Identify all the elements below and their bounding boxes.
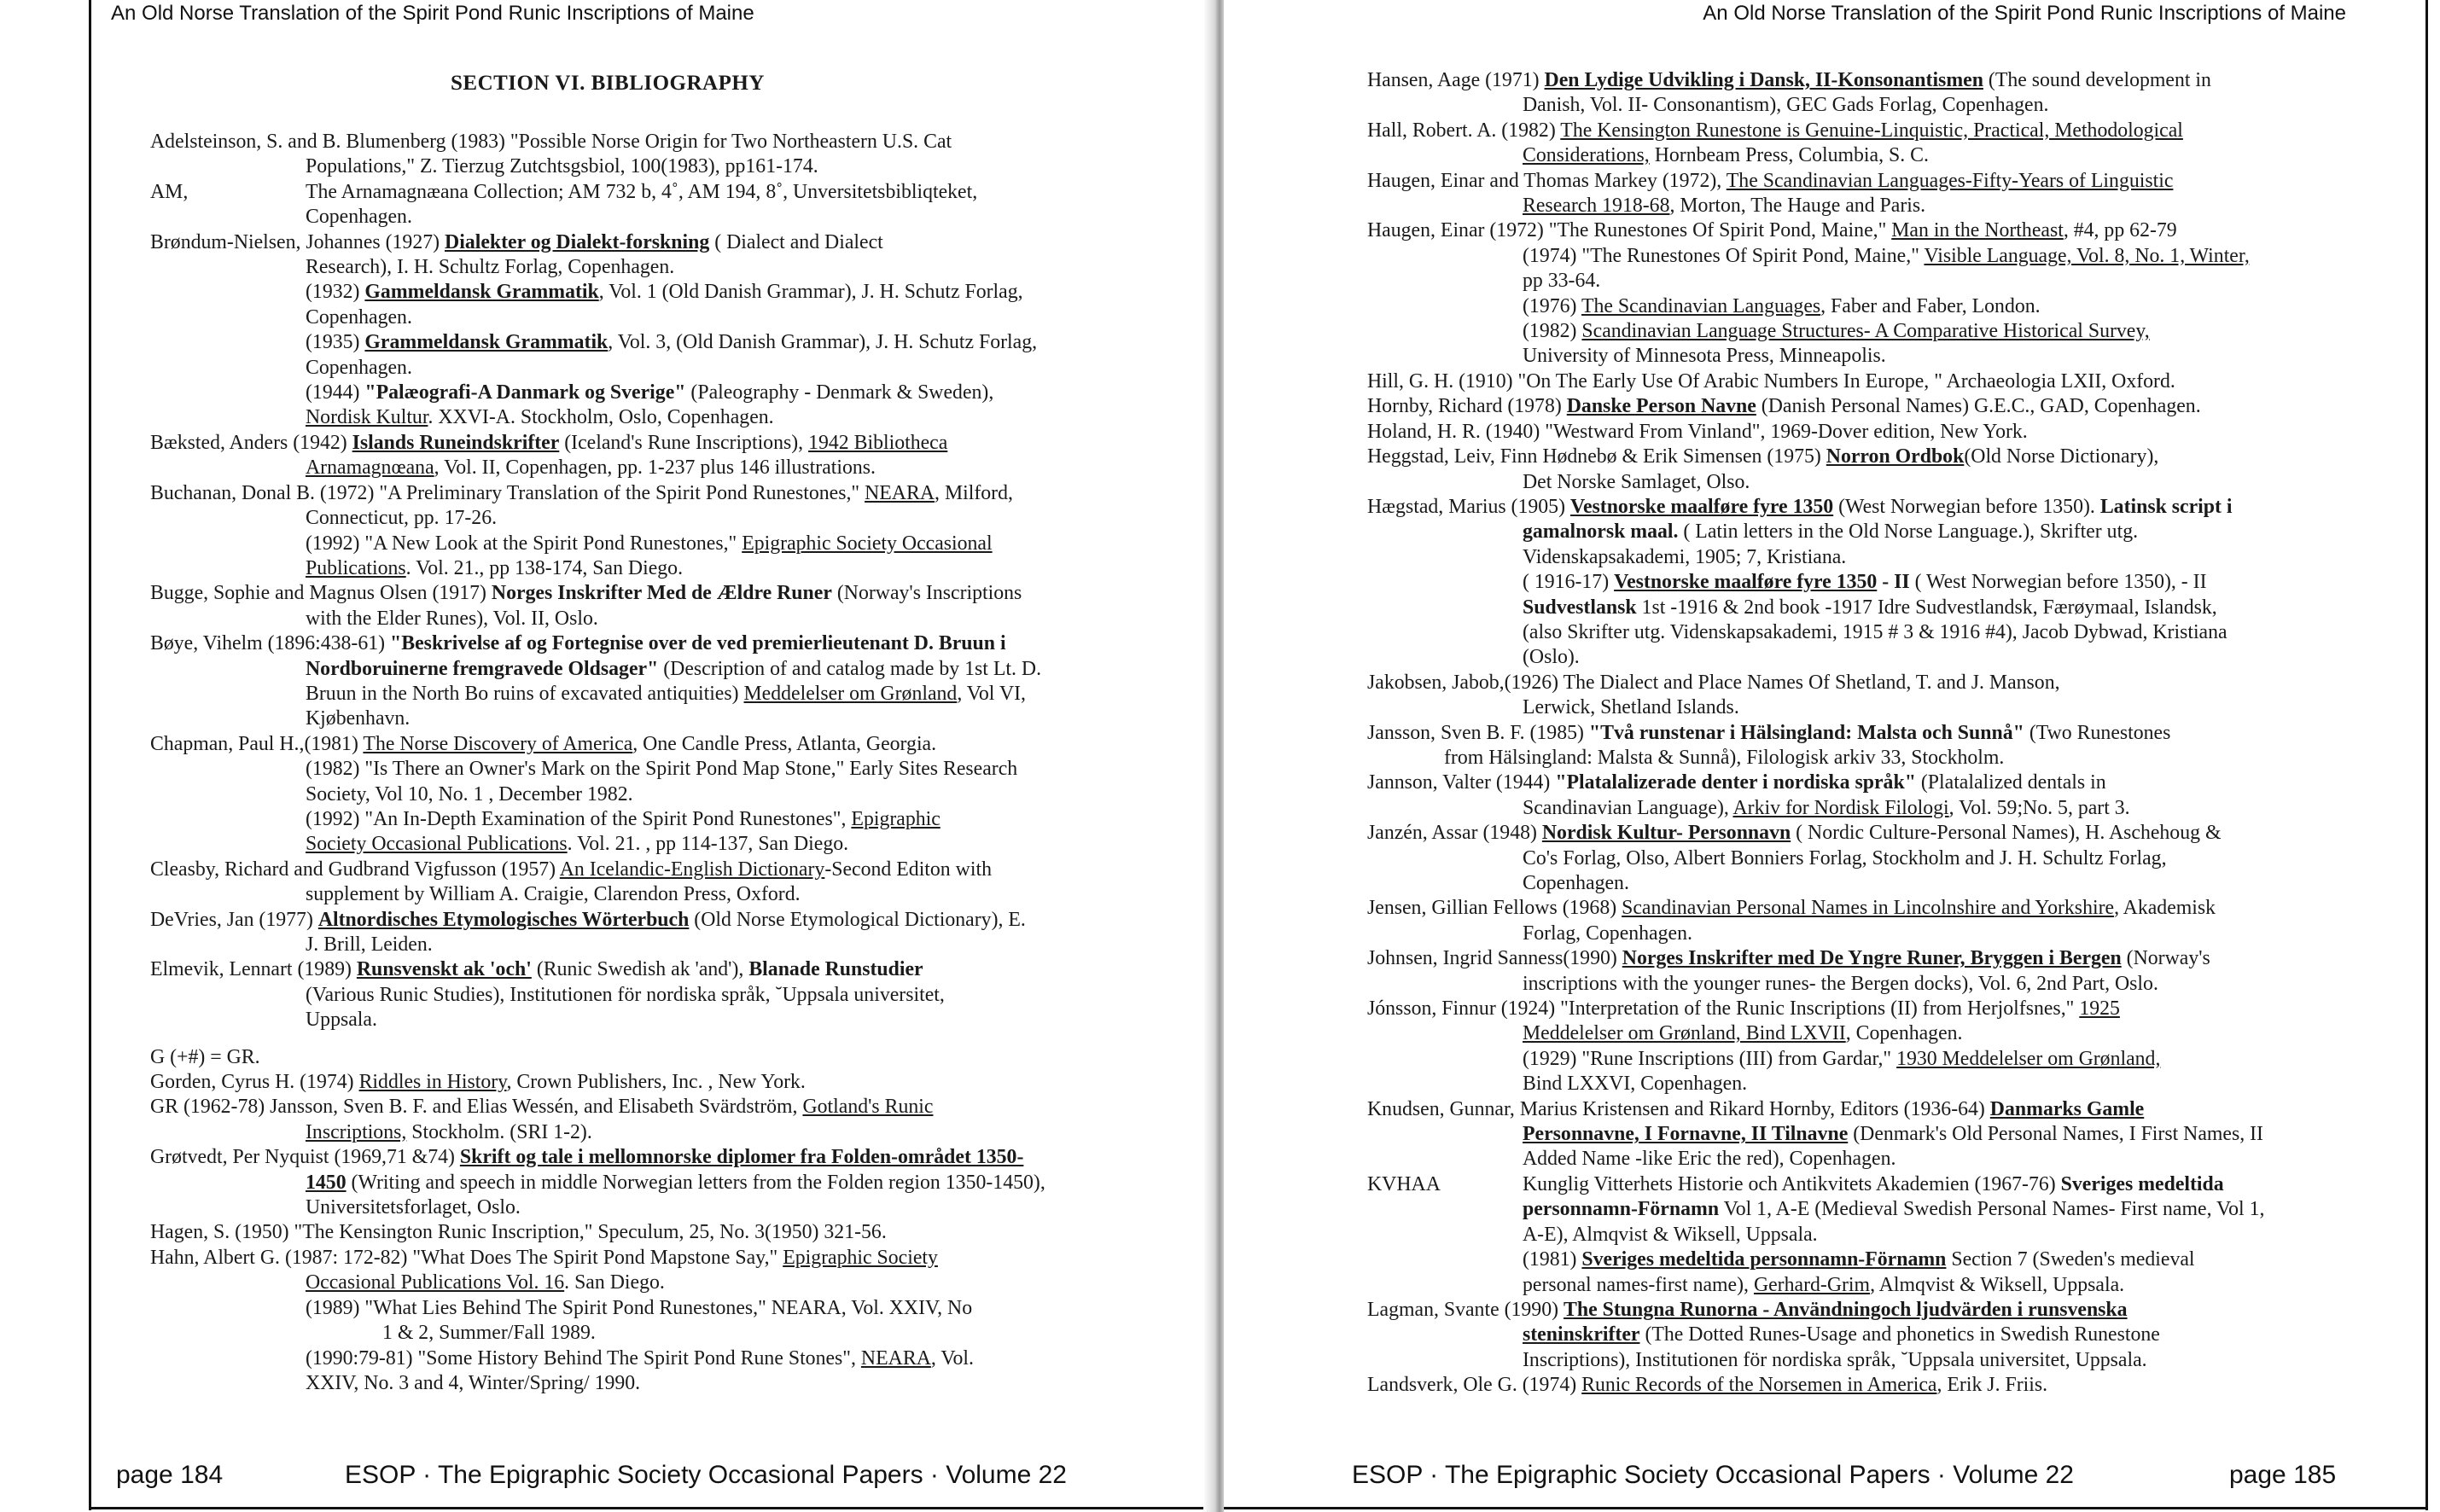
bib-entry-continuation: inscriptions with the younger runes- the Bergen docks), Vol. 6, 2nd Part, Oslo. xyxy=(1523,972,2158,995)
bib-entry: DeVries, Jan (1977) Altnordisches Etymologisches Wörterbuch (Old Norse Etymological Dictionary), E. xyxy=(150,908,1026,931)
bib-entry-continuation: Lerwick, Shetland Islands. xyxy=(1523,696,1739,719)
bib-entry: Holand, H. R. (1940) "Westward From Vinland", 1969-Dover edition, New York. xyxy=(1367,420,2028,443)
bib-entry-continuation: from Hälsingland: Malsta & Sunnå), Filologisk arkiv 33, Stockholm. xyxy=(1444,746,2005,769)
bib-entry-continuation: Sudvestlansk 1st -1916 & 2nd book -1917 Idre Sudvestlandsk, Færøymaal, Islandsk, xyxy=(1523,596,2217,619)
bib-entry-continuation: (Oslo). xyxy=(1523,646,1580,669)
bib-entry-continuation: gamalnorsk maal. ( Latin letters in the Old Norse Language.), Skrifter utg. xyxy=(1523,520,2139,544)
page-border xyxy=(1224,1507,2428,1509)
bib-entry-continuation: Added Name -like Eric the red), Copenhagen. xyxy=(1523,1148,1896,1171)
bib-entry: Jensen, Gillian Fellows (1968) Scandinavian Personal Names in Lincolnshire and Yorkshire, Akademisk xyxy=(1367,897,2216,920)
bib-entry: KVHAA Kunglig Vitterhets Historie och Antikvitets Akademien (1967-76) Sveriges medeltida xyxy=(1367,1172,2224,1195)
bib-entry: Gorden, Cyrus H. (1974) Riddles in History, Crown Publishers, Inc. , New York. xyxy=(150,1071,806,1094)
bib-entry-continuation: pp 33-64. xyxy=(1523,270,1601,293)
bib-entry: Elmevik, Lennart (1989) Runsvenskt ak 'och' (Runic Swedish ak 'and'), Blanade Runstudier xyxy=(150,958,923,981)
bib-entry-continuation: Society Occasional Publications. Vol. 21. , pp 114-137, San Diego. xyxy=(306,833,849,856)
bib-entry-continuation: Personnavne, I Fornavne, II Tilnavne (Denmark's Old Personal Names, I First Names, II xyxy=(1523,1123,2263,1146)
bib-entry: Chapman, Paul H.,(1981) The Norse Discovery of America, One Candle Press, Atlanta, Georgia. xyxy=(150,732,937,755)
bib-entry: Haugen, Einar (1972) "The Runestones Of Spirit Pond, Maine," Man in the Northeast, #4, pp 62-79 xyxy=(1367,219,2177,242)
bib-entry-continuation: University of Minnesota Press, Minneapolis. xyxy=(1523,345,1886,368)
bib-entry-continuation: (Various Runic Studies), Institutionen för nordiska språk, ˘Uppsala universitet, xyxy=(306,983,945,1006)
bib-entry-continuation: personnamn-Förnamn Vol 1, A-E (Medieval Swedish Personal Names- First name, Vol 1, xyxy=(1523,1198,2265,1221)
bib-entry: Bøye, Vihelm (1896:438-61) "Beskrivelse af og Fortegnise over de ved premierlieutenant D. Bruun i xyxy=(150,632,1006,655)
bib-entry-continuation: with the Elder Runes), Vol. II, Oslo. xyxy=(306,607,598,630)
bib-entry-continuation: Research), I. H. Schultz Forlag, Copenhagen. xyxy=(306,256,675,279)
page-number: page 185 xyxy=(2229,1461,2337,1489)
bib-entry-continuation: Nordboruinerne fremgravede Oldsager" (Description of and catalog made by 1st Lt. D. xyxy=(306,657,1042,680)
bib-entry-continuation: (1932) Gammeldansk Grammatik, Vol. 1 (Old Danish Grammar), J. H. Schutz Forlag, xyxy=(306,281,1023,304)
bib-entry-continuation: Copenhagen. xyxy=(306,206,412,229)
bib-entry-continuation: Nordisk Kultur. XXVI-A. Stockholm, Oslo, Copenhagen. xyxy=(306,406,774,429)
bib-entry: GR (1962-78) Jansson, Sven B. F. and Elias Wessén, and Elisabeth Svärdström, Gotland's Runic xyxy=(150,1096,934,1119)
bib-entry-continuation: Research 1918-68, Morton, The Hauge and Paris. xyxy=(1523,195,1926,218)
bib-entry-continuation: Considerations, Hornbeam Press, Columbia, S. C. xyxy=(1523,144,1929,167)
bib-entry: Haugen, Einar and Thomas Markey (1972), The Scandinavian Languages-Fifty-Years of Linguistic xyxy=(1367,169,2174,192)
bib-entry: Brøndum-Nielsen, Johannes (1927) Dialekter og Dialekt-forskning ( Dialect and Dialect xyxy=(150,230,883,253)
bib-entry-continuation: Occasional Publications Vol. 16. San Diego. xyxy=(306,1271,665,1294)
bib-entry: Jansson, Sven B. F. (1985) "Två runstenar i Hälsingland: Malsta och Sunnå" (Two Runestones xyxy=(1367,721,2171,744)
bib-entry-continuation: Scandinavian Language), Arkiv for Nordisk Filologi, Vol. 59;No. 5, part 3. xyxy=(1523,796,2130,819)
bib-entry-continuation: (1935) Grammeldansk Grammatik, Vol. 3, (Old Danish Grammar), J. H. Schutz Forlag, xyxy=(306,331,1038,354)
bib-entry: G (+#) = GR. xyxy=(150,1045,260,1068)
bib-entry: Landsverk, Ole G. (1974) Runic Records of the Norsemen in America, Erik J. Friis. xyxy=(1367,1374,2048,1397)
bib-entry-continuation: Forlag, Copenhagen. xyxy=(1523,922,1692,945)
bib-entry-continuation: Copenhagen. xyxy=(306,305,412,329)
bib-entry: AM, The Arnamagnæana Collection; AM 732 b, 4˚, AM 194, 8˚, Unversitetsbibliqteket, xyxy=(150,180,978,203)
bib-entry-continuation: (1982) Scandinavian Language Structures- A Comparative Historical Survey, xyxy=(1523,320,2150,343)
running-head: An Old Norse Translation of the Spirit Pond Runic Inscriptions of Maine xyxy=(1703,2,2346,25)
bib-entry: Hall, Robert. A. (1982) The Kensington Runestone is Genuine-Linquistic, Practical, Methodological xyxy=(1367,119,2183,142)
bib-entry-continuation: Copenhagen. xyxy=(306,356,412,379)
bib-entry: Adelsteinson, S. and B. Blumenberg (1983) "Possible Norse Origin for Two Northeastern U.S. Cat xyxy=(150,131,952,153)
bib-entry-continuation: Danish, Vol. II- Consonantism), GEC Gads Forlag, Copenhagen. xyxy=(1523,94,2049,117)
bib-entry-continuation: (1976) The Scandinavian Languages, Faber and Faber, London. xyxy=(1523,294,2041,317)
bib-entry-continuation: Copenhagen. xyxy=(1523,872,1629,894)
bib-entry-continuation: Kjøbenhavn. xyxy=(306,707,411,730)
bib-entry: Hill, G. H. (1910) "On The Early Use Of Arabic Numbers In Europe, " Archaeologia LXII, Oxford. xyxy=(1367,369,2175,393)
bib-entry-continuation: Inscriptions, Stockholm. (SRI 1-2). xyxy=(306,1120,592,1143)
bib-entry: Johnsen, Ingrid Sanness(1990) Norges Inskrifter med De Yngre Runer, Bryggen i Bergen (Norway's xyxy=(1367,947,2210,970)
bib-entry-continuation: personal names-first name), Gerhard-Grim, Almqvist & Wiksell, Uppsala. xyxy=(1523,1273,2125,1296)
bib-entry-continuation: (1992) "An In-Depth Examination of the Spirit Pond Runestones", Epigraphic xyxy=(306,807,940,830)
bib-entry: Bugge, Sophie and Magnus Olsen (1917) Norges Inskrifter Med de Ældre Runer (Norway's Inscriptions xyxy=(150,582,1022,605)
footer-journal-title: ESOP · The Epigraphic Society Occasional Papers · Volume 22 xyxy=(1352,1461,2074,1489)
bib-entry: Jakobsen, Jabob,(1926) The Dialect and Place Names Of Shetland, T. and J. Manson, xyxy=(1367,671,2060,694)
bibliography-right xyxy=(1367,68,2415,1399)
bib-entry: Janzén, Assar (1948) Nordisk Kultur- Personnavn ( Nordic Culture-Personal Names), H. Aschehoug & xyxy=(1367,822,2222,845)
page-border xyxy=(89,0,91,1510)
bib-entry-continuation: Det Norske Samlaget, Olso. xyxy=(1523,470,1750,493)
bib-entry-continuation: A-E), Almqvist & Wiksell, Uppsala. xyxy=(1523,1223,1818,1246)
bib-entry-continuation: (1929) "Rune Inscriptions (III) from Gardar," 1930 Meddelelser om Grønland, xyxy=(1523,1047,2161,1070)
footer-journal-title: ESOP · The Epigraphic Society Occasional Papers · Volume 22 xyxy=(345,1461,1067,1489)
bib-entry: Bæksted, Anders (1942) Islands Runeindskrifter (Iceland's Rune Inscriptions), 1942 Bibliotheca xyxy=(150,431,948,454)
bib-entry-continuation: Uppsala. xyxy=(306,1009,377,1032)
bib-entry-continuation: Bind LXXVI, Copenhagen. xyxy=(1523,1073,1748,1096)
bib-entry: Jannson, Valter (1944) "Platalalizerade denter i nordiska språk" (Platalalized dentals in xyxy=(1367,771,2106,794)
bib-entry-continuation: steninskrifter (The Dotted Runes-Usage and phonetics in Swedish Runestone xyxy=(1523,1323,2160,1346)
bib-entry-continuation: (1982) "Is There an Owner's Mark on the Spirit Pond Map Stone," Early Sites Research xyxy=(306,758,1018,781)
bib-entry: Grøtvedt, Per Nyquist (1969,71 &74) Skrift og tale i mellomnorske diplomer fra Folden-området 1350- xyxy=(150,1146,1024,1169)
bib-entry: Buchanan, Donal B. (1972) "A Preliminary Translation of the Spirit Pond Runestones," NEARA, Milford, xyxy=(150,481,1013,504)
left-page xyxy=(0,0,1215,1512)
bib-entry-continuation: (1974) "The Runestones Of Spirit Pond, Maine," Visible Language, Vol. 8, No. 1, Winter, xyxy=(1523,244,2250,267)
page-number: page 184 xyxy=(116,1461,224,1489)
bib-entry-continuation: Arnamagnœana, Vol. II, Copenhagen, pp. 1-237 plus 146 illustrations. xyxy=(306,457,876,480)
bib-entry-continuation: Inscriptions), Institutionen för nordiska språk, ˘Uppsala universitet, Uppsala. xyxy=(1523,1348,2147,1371)
bib-entry-continuation: supplement by William A. Craigie, Clarendon Press, Oxford. xyxy=(306,883,801,906)
bib-entry-continuation: ( 1916-17) Vestnorske maalføre fyre 1350 - II ( West Norwegian before 1350), - II xyxy=(1523,571,2207,594)
bib-entry: Hægstad, Marius (1905) Vestnorske maalføre fyre 1350 (West Norwegian before 1350). Latinsk script i xyxy=(1367,495,2233,518)
bib-entry: Cleasby, Richard and Gudbrand Vigfusson (1957) An Icelandic-English Dictionary-Second Editon with xyxy=(150,858,992,881)
bib-entry: Lagman, Svante (1990) The Stungna Runorna - Användningoch ljudvärden i runsvenska xyxy=(1367,1298,2128,1321)
bib-entry-continuation: Universitetsforlaget, Oslo. xyxy=(306,1196,521,1219)
bibliography-left xyxy=(150,130,1174,1396)
bib-entry: Knudsen, Gunnar, Marius Kristensen and Rikard Hornby, Editors (1936-64) Danmarks Gamle xyxy=(1367,1097,2145,1120)
bib-entry-continuation: Bruun in the North Bo ruins of excavated antiquities) Meddelelser om Grønland, Vol VI, xyxy=(306,682,1027,705)
bib-entry-continuation: 1450 (Writing and speech in middle Norwegian letters from the Folden region 1350-1450), xyxy=(306,1171,1045,1194)
bib-entry-continuation: (1989) "What Lies Behind The Spirit Pond Runestones," NEARA, Vol. XXIV, No xyxy=(306,1296,973,1319)
bib-entry: Hahn, Albert G. (1987: 172-82) "What Does The Spirit Pond Mapstone Say," Epigraphic Society xyxy=(150,1246,938,1269)
bib-entry: Hansen, Aage (1971) Den Lydige Udvikling i Dansk, II-Konsonantismen (The sound development in xyxy=(1367,69,2211,91)
page-border xyxy=(2425,0,2428,1510)
bib-entry-continuation: (also Skrifter utg. Videnskapsakademi, 1915 # 3 & 1916 #4), Jacob Dybwad, Kristiana xyxy=(1523,620,2227,643)
bib-entry-continuation: (1981) Sveriges medeltida personnamn-Förnamn Section 7 (Sweden's medieval xyxy=(1523,1248,2195,1271)
bib-entry: Heggstad, Leiv, Finn Hødnebø & Erik Simensen (1975) Norron Ordbok(Old Norse Dictionary), xyxy=(1367,445,2159,468)
right-page xyxy=(1224,0,2440,1512)
running-head: An Old Norse Translation of the Spirit Pond Runic Inscriptions of Maine xyxy=(111,2,754,25)
bib-entry-continuation: Videnskapsakademi, 1905; 7, Kristiana. xyxy=(1523,545,1847,568)
bib-entry: Hagen, S. (1950) "The Kensington Runic Inscription," Speculum, 25, No. 3(1950) 321-56. xyxy=(150,1221,887,1244)
bib-entry-continuation: Populations," Z. Tierzug Zutchtsgsbiol, 100(1983), pp161-174. xyxy=(306,155,818,178)
bib-entry-continuation: (1944) "Palæografi-A Danmark og Sverige" (Paleography - Denmark & Sweden), xyxy=(306,381,994,404)
bib-entry: Jónsson, Finnur (1924) "Interpretation of the Runic Inscriptions (II) from Herjolfsnes," 1925 xyxy=(1367,997,2120,1021)
bib-entry-continuation: Meddelelser om Grønland, Bind LXVII, Copenhagen. xyxy=(1523,1022,1963,1045)
bib-entry-continuation: Connecticut, pp. 17-26. xyxy=(306,507,498,530)
bib-entry-continuation: Publications. Vol. 21., pp 138-174, San Diego. xyxy=(306,556,684,579)
bib-entry-continuation: 1 & 2, Summer/Fall 1989. xyxy=(382,1322,596,1345)
bib-entry-continuation: (1990:79-81) "Some History Behind The Spirit Pond Rune Stones", NEARA, Vol. xyxy=(306,1346,974,1370)
bib-entry-continuation: XXIV, No. 3 and 4, Winter/Spring/ 1990. xyxy=(306,1371,641,1394)
bib-entry-continuation: (1992) "A New Look at the Spirit Pond Runestones," Epigraphic Society Occasional xyxy=(306,532,993,555)
bib-entry-continuation: Co's Forlag, Olso, Albert Bonniers Forlag, Stockholm and J. H. Schultz Forlag, xyxy=(1523,846,2167,869)
bib-entry: Hornby, Richard (1978) Danske Person Navne (Danish Personal Names) G.E.C., GAD, Copenhagen. xyxy=(1367,395,2201,418)
section-title: SECTION VI. BIBLIOGRAPHY xyxy=(451,72,765,95)
page-border xyxy=(89,1507,1215,1509)
bib-entry-continuation: Society, Vol 10, No. 1 , December 1982. xyxy=(306,782,633,805)
bib-entry-continuation: J. Brill, Leiden. xyxy=(306,933,433,956)
